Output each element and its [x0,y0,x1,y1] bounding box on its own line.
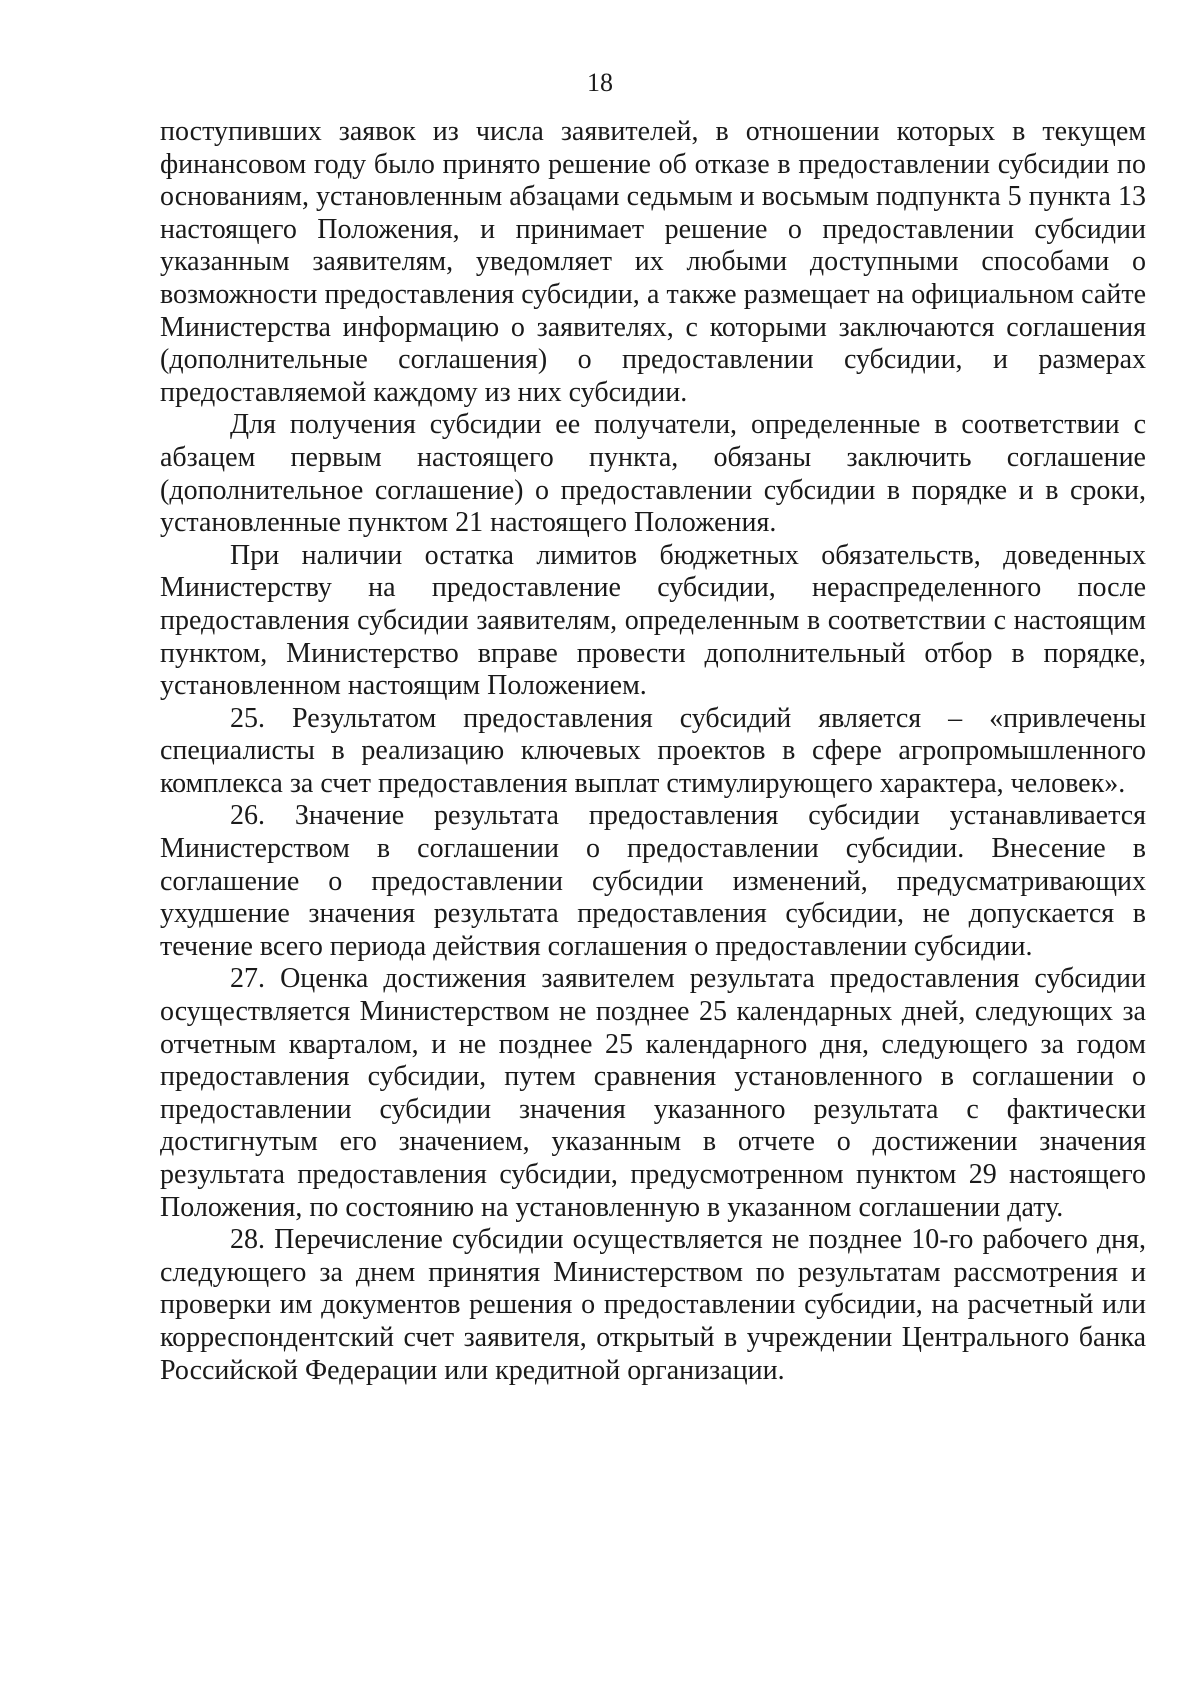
paragraph-remaining-limits: При наличии остатка лимитов бюджетных обязательств, доведенных Министерству на предоставление субсидии, нераспределенного после предоставления субсидии заявителям, определенным в соответствии с настоящим пунктом, Министерство вправе провести дополнительный отбор в порядке, установленном настоящим Положением. [160,539,1146,702]
page-number: 18 [587,68,613,97]
paragraph-item-28: 28. Перечисление субсидии осуществляется не позднее 10-го рабочего дня, следующего за днем принятия Министерством по результатам рассмотрения и проверки им документов решения о предоставлении субсидии, на расчетный или корреспондентский счет заявителя, открытый в учреждении Центрального банка Российской Федерации или кредитной организации. [160,1224,1146,1386]
paragraph-item-26: 26. Значение результата предоставления субсидии устанавливается Министерством в соглашении о предоставлении субсидии. Внесение в соглашение о предоставлении субсидии изменений, предусматривающих ухудшение значения результата предоставления субсидии, не допускается в течение всего периода действия соглашения о предоставлении субсидии. [160,800,1146,962]
paragraph-item-27: 27. Оценка достижения заявителем результата предоставления субсидии осуществляется Министерством не позднее 25 календарных дней, следующих за отчетным кварталом, и не позднее 25 календарного дня, следующего за годом предоставления субсидии, путем сравнения установленного в соглашении о предоставлении субсидии значения указанного результата с фактически достигнутым его значением, указанным в отчете о достижении значения результата предоставления субсидии, предусмотренном пунктом 29 настоящего Положения, по состоянию на установленную в указанном соглашении дату. [160,963,1146,1223]
document-body [160,116,1146,1387]
paragraph-obligation: Для получения субсидии ее получатели, определенные в соответствии с абзацем первым настоящего пункта, обязаны заключить соглашение (дополнительное соглашение) о предоставлении субсидии в порядке и в сроки, установленные пунктом 21 настоящего Положения. [160,409,1146,539]
paragraph-item-25: 25. Результатом предоставления субсидий является – «привлечены специалисты в реализацию ключевых проектов в сфере агропромышленного комплекса за счет предоставления выплат стимулирующего характера, человек». [160,702,1146,799]
paragraph-continuation: поступивших заявок из числа заявителей, в отношении которых в текущем финансовом году было принято решение об отказе в предоставлении субсидии по основаниям, установленным абзацами седьмым и восьмым подпункта 5 пункта 13 настоящего Положения, и принимает решение о предоставлении субсидии указанным заявителям, уведомляет их любыми доступными способами о возможности предоставления субсидии, а также размещает на официальном сайте Министерства информацию о заявителях, с которыми заключаются соглашения (дополнительные соглашения) о предоставлении субсидии, и размерах предоставляемой каждому из них субсидии. [160,116,1146,408]
